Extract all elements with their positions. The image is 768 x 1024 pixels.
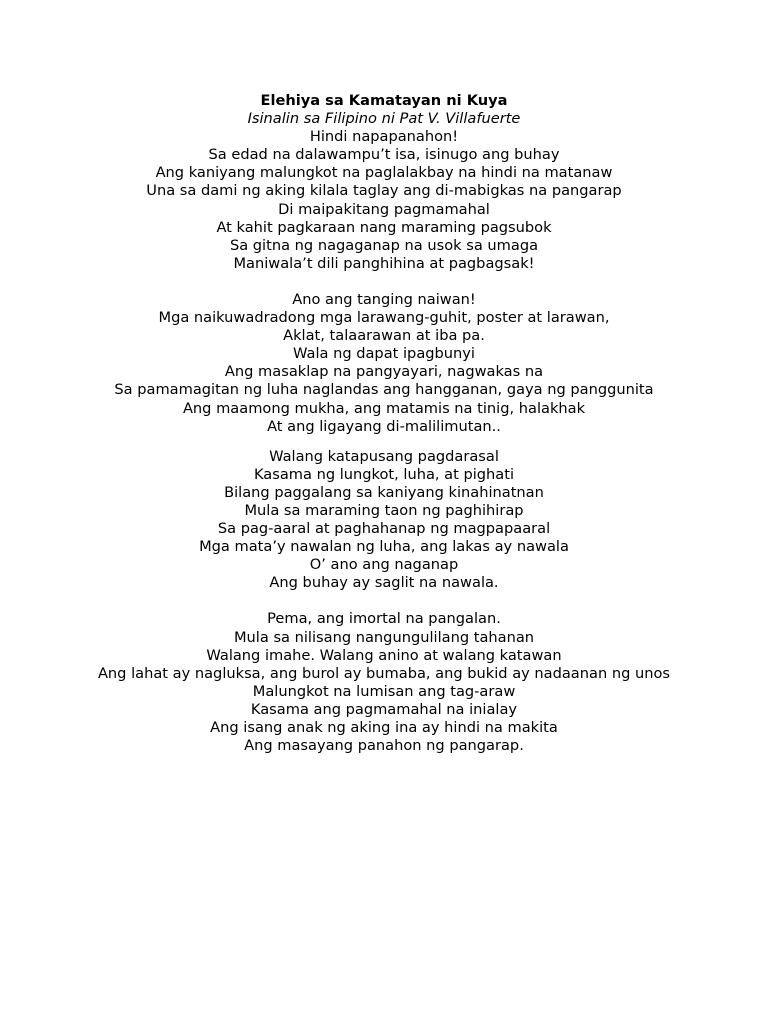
poem-line: Ang kaniyang malungkot na paglalakbay na hindi na matanaw xyxy=(155,164,613,182)
poem-line: Sa edad na dalawampu’t isa, isinugo ang buhay xyxy=(208,146,560,164)
poem-line: O’ ano ang naganap xyxy=(309,556,459,574)
poem-line: Walang imahe. Walang anino at walang katawan xyxy=(206,646,562,664)
poem-line: At kahit pagkaraan nang maraming pagsubok xyxy=(216,218,552,236)
poem-line: Sa gitna ng nagaganap na usok sa umaga xyxy=(229,236,539,254)
poem-line: At ang ligayang di-malilimutan.. xyxy=(267,417,501,435)
poem-line: Mga naikuwadradong mga larawang-guhit, poster at larawan, xyxy=(158,309,610,327)
poem-line: Kasama ang pagmamahal na inialay xyxy=(250,700,518,718)
stanza-spacer xyxy=(96,592,672,610)
poem-line: Kasama ng lungkot, luha, at pighati xyxy=(253,465,515,483)
poem-line: Ang maamong mukha, ang matamis na tinig, halakhak xyxy=(182,399,586,417)
stanza-4 xyxy=(96,610,672,755)
poem-line: Pema, ang imortal na pangalan. xyxy=(267,610,501,628)
poem-translator-credit: Isinalin sa Filipino ni Pat V. Villafuerte xyxy=(247,110,521,128)
poem-line: Una sa dami ng aking kilala taglay ang di-mabigkas na pangarap xyxy=(146,182,622,200)
poem-line: Mga mata’y nawalan ng luha, ang lakas ay nawala xyxy=(199,538,569,556)
poem-line: Bilang paggalang sa kaniyang kinahinatnan xyxy=(224,483,544,501)
poem-line: Walang katapusang pagdarasal xyxy=(269,447,499,465)
poem-title: Elehiya sa Kamatayan ni Kuya xyxy=(260,92,508,109)
poem-line: Hindi napapanahon! xyxy=(309,128,459,146)
stanza-3 xyxy=(96,448,672,593)
poem-line: Aklat, talaarawan at iba pa. xyxy=(283,327,485,345)
poem-line: Sa pag-aaral at paghahanap ng magpapaaral xyxy=(217,520,551,538)
poem-body xyxy=(96,92,672,755)
poem-line: Ano ang tanging naiwan! xyxy=(292,290,476,308)
stanza-spacer xyxy=(96,273,672,291)
poem-line: Ang masaklap na pangyayari, nagwakas na xyxy=(224,363,544,381)
poem-line: Ang isang anak ng aking ina ay hindi na makita xyxy=(210,719,558,736)
poem-line: Wala ng dapat ipagbunyi xyxy=(293,345,475,363)
stanza-spacer xyxy=(96,436,672,448)
poem-line: Mula sa nilisang nangungulilang tahanan xyxy=(233,628,535,646)
poem-line: Di maipakitang pagmamahal xyxy=(278,200,490,218)
stanza-1 xyxy=(96,128,672,273)
stanza-2 xyxy=(96,291,672,436)
poem-line: Mula sa maraming taon ng paghihirap xyxy=(244,501,524,519)
poem-line: Ang lahat ay nagluksa, ang burol ay bumaba, ang bukid ay nadaanan ng unos xyxy=(97,664,671,682)
poem-line: Malungkot na lumisan ang tag-araw xyxy=(252,682,516,700)
poem-line: Ang masayang panahon ng pangarap. xyxy=(244,737,524,755)
poem-line: Maniwala’t dili panghihina at pagbagsak! xyxy=(233,254,535,272)
poem-line: Ang buhay ay saglit na nawala. xyxy=(269,574,499,592)
poem-line: Sa pamamagitan ng luha naglandas ang hangganan, gaya ng panggunita xyxy=(114,381,654,399)
